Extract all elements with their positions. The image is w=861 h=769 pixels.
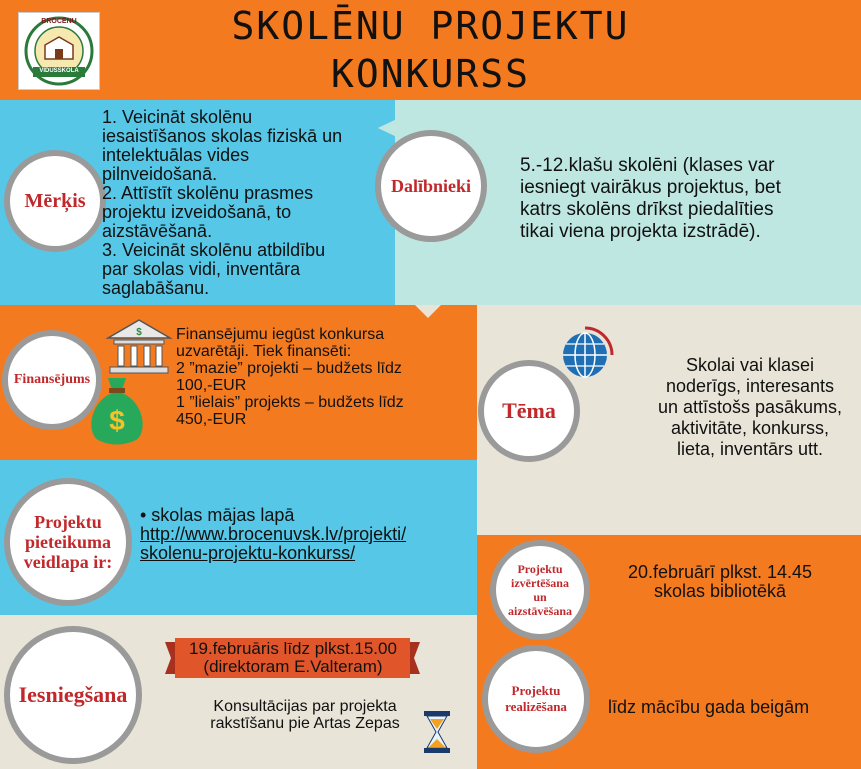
merkis-line: 1. Veicināt skolēnu	[102, 107, 253, 127]
finansejums-line: 450,-EUR	[176, 411, 247, 428]
deadline-line: 19.februāris līdz plkst.15.00	[189, 639, 397, 658]
consult-line: rakstīšanu pie Artas Zepas	[210, 715, 400, 732]
tema-text	[640, 355, 860, 460]
deadline-line: (direktoram E.Valteram)	[203, 657, 383, 676]
merkis-line: aizstāvēšanā.	[102, 221, 213, 241]
merkis-line: saglabāšanu.	[102, 278, 210, 298]
logo-top-text: BROCĒNU	[41, 18, 77, 25]
iesniegsana-label: Iesniegšana	[18, 682, 128, 707]
merkis-line: intelektuālas vides	[102, 145, 250, 165]
money-bag-icon	[84, 372, 150, 446]
dalibnieki-line: tikai viena projekta izstrādē).	[520, 221, 761, 242]
deadline-text	[178, 640, 408, 676]
merkis-label: Mērķis	[24, 189, 86, 212]
form-link[interactable]: http://www.brocenuvsk.lv/projekti/	[140, 524, 407, 544]
veidlapa-circle	[4, 478, 132, 606]
dalibnieki-line: katrs skolēns drīkst piedalīties	[520, 199, 774, 220]
tema-label: Tēma	[502, 398, 556, 423]
svg-text:$: $	[136, 327, 142, 338]
finansejums-line: 1 ”lielais” projekts – budžets līdz	[176, 394, 404, 411]
tema-line: aktivitāte, konkurss,	[670, 418, 830, 438]
iesniegsana-circle	[4, 626, 142, 764]
merkis-line: 2. Attīstīt skolēnu prasmes	[102, 183, 314, 203]
bank-icon	[104, 316, 174, 376]
svg-text:$: $	[109, 405, 125, 436]
izvertesana-label: Projektu izvērtēšana un aizstāvēšana	[508, 562, 572, 618]
dalibnieki-line: 5.-12.klašu skolēni (klases var	[520, 155, 775, 176]
merkis-line: par skolas vidi, inventāra	[102, 259, 301, 279]
finansejums-line: 2 ”mazie” projekti – budžets līdz	[176, 360, 402, 377]
dalibnieki-label: Dalībnieki	[390, 175, 472, 196]
merkis-line: projektu izveidošanā, to	[102, 202, 292, 222]
veidlapa-text	[140, 506, 470, 563]
izvertesana-line: skolas bibliotēkā	[653, 581, 787, 601]
realizesana-label: Projektu realizēšana	[505, 683, 567, 714]
merkis-text	[102, 108, 382, 298]
tema-line: noderīgs, interesants	[665, 376, 835, 396]
finansejums-line: uzvarētāji. Tiek finansēti:	[176, 343, 352, 360]
consult-line: Konsultācijas par projekta	[213, 698, 397, 715]
tema-line: un attīstošs pasākums,	[657, 397, 843, 417]
page-title: SKOLĒNU PROJEKTU KONKURSS	[231, 4, 630, 96]
hourglass-icon	[422, 710, 452, 754]
izvertesana-text	[600, 563, 840, 601]
merkis-circle	[4, 150, 106, 252]
form-link-continued[interactable]: skolenu-projektu-konkurss/	[140, 543, 356, 563]
tema-line: lieta, inventārs utt.	[676, 439, 824, 459]
tema-circle	[478, 360, 580, 462]
realizesana-circle	[482, 645, 590, 753]
realizesana-text: līdz mācību gada beigām	[608, 697, 810, 717]
izvertesana-line: 20.februārī plkst. 14.45	[627, 562, 813, 582]
finansejums-label: Finansējums	[13, 372, 91, 387]
dalibnieki-circle	[375, 130, 487, 242]
finansejums-line: 100,-EUR	[176, 377, 247, 394]
finansejums-line: Finansējumu iegūst konkursa	[176, 326, 385, 343]
dalibnieki-line: iesniegt vairākus projektus, bet	[520, 177, 781, 198]
finansejums-text	[176, 326, 476, 428]
logo-bottom-text: VIDUSSKOLA	[39, 68, 79, 74]
veidlapa-bullet: • skolas mājas lapā	[140, 505, 295, 525]
merkis-line: iesaistīšanos skolas fiziskā un	[102, 126, 343, 146]
consult-text	[190, 698, 420, 732]
veidlapa-label: Projektu pieteikuma veidlapa ir:	[23, 512, 113, 572]
izvertesana-circle	[490, 540, 590, 640]
merkis-line: 3. Veicināt skolēnu atbildību	[102, 240, 326, 260]
merkis-line: pilnveidošanā.	[102, 164, 218, 184]
dalibnieki-text	[520, 155, 850, 243]
tema-line: Skolai vai klasei	[685, 355, 815, 375]
